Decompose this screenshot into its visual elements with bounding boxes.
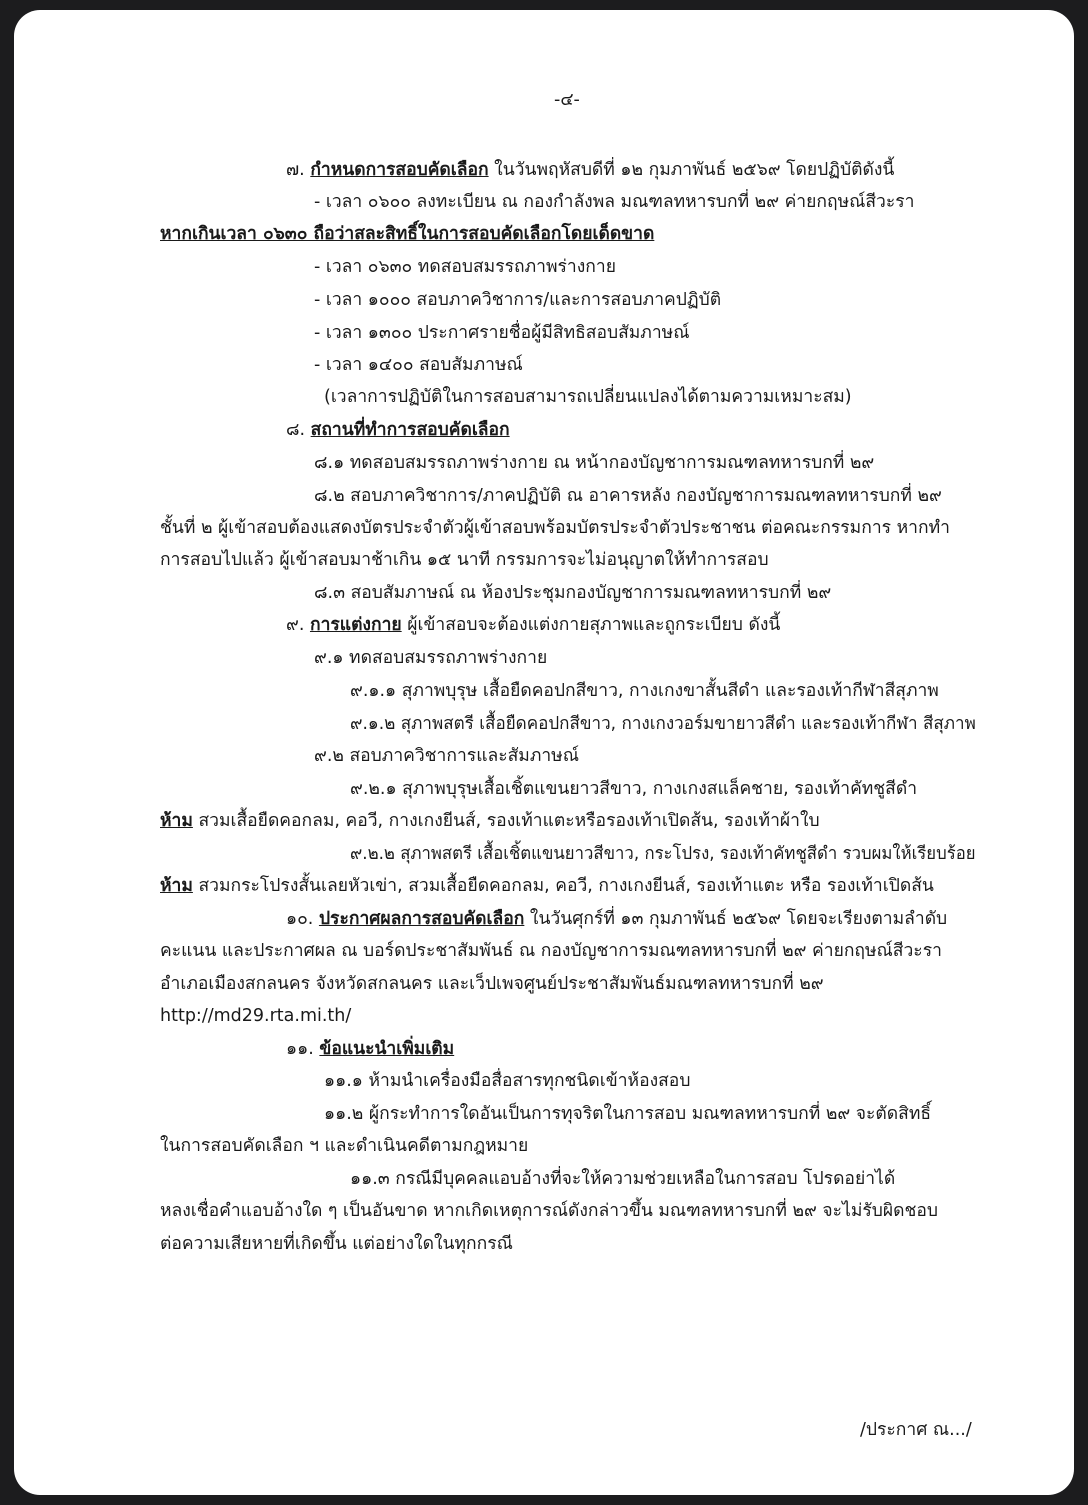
section-9-2-1-line-2 bbox=[160, 809, 820, 833]
schedule-note: (เวลาการปฏิบัติในการสอบสามารถเปลี่ยนแปลงได้ตามความเหมาะสม) bbox=[324, 387, 852, 407]
section-8-number: ๘. bbox=[286, 420, 306, 440]
section-9-heading-line bbox=[286, 613, 780, 637]
prohibition-text: สวมเสื้อยืดคอกลม, คอวี, กางเกงยีนส์, รองเท้าแตะหรือรองเท้าเปิดส้น, รองเท้าผ้าใบ bbox=[192, 811, 820, 831]
continuation-marker: /ประกาศ ณ.../ bbox=[860, 1420, 972, 1440]
section-9-1-1: ๙.๑.๑ สุภาพบุรุษ เสื้อยืดคอปกสีขาว, กางเกงขาสั้นสีดำ และรองเท้ากีฬาสีสุภาพ bbox=[350, 681, 939, 701]
prohibition-text: สวมกระโปรงสั้นเลยหัวเข่า, สวมเสื้อยืดคอกลม, คอวี, กางเกงยีนส์, รองเท้าแตะ หรือ รองเท้าเปิดส้น bbox=[192, 876, 934, 896]
section-11-number: ๑๑. bbox=[286, 1039, 314, 1059]
section-8-heading: สถานที่ทำการสอบคัดเลือก bbox=[310, 420, 510, 440]
section-9-1: ๙.๑ ทดสอบสมรรถภาพร่างกาย bbox=[314, 648, 548, 668]
section-8-2-line-2: ชั้นที่ ๒ ผู้เข้าสอบต้องแสดงบัตรประจำตัวผู้เข้าสอบพร้อมบัตรประจำตัวประชาชน ต่อคณะกรรมการ หากทำ bbox=[160, 518, 950, 538]
section-9-2-2-line-2 bbox=[160, 874, 934, 898]
late-warning: หากเกินเวลา ๐๖๓๐ ถือว่าสละสิทธิ์ในการสอบคัดเลือกโดยเด็ดขาด bbox=[160, 224, 655, 244]
section-8-3: ๘.๓ สอบสัมภาษณ์ ณ ห้องประชุมกองบัญชาการมณฑลทหารบกที่ ๒๙ bbox=[314, 583, 832, 603]
section-7-heading-line bbox=[286, 158, 894, 182]
page-number: -๔- bbox=[554, 90, 580, 110]
section-8-2-line-3: การสอบไปแล้ว ผู้เข้าสอบมาช้าเกิน ๑๕ นาที กรรมการจะไม่อนุญาตให้ทำการสอบ bbox=[160, 550, 769, 570]
schedule-item-academic: - เวลา ๑๐๐๐ สอบภาควิชาการ/และการสอบภาคปฏิบัติ bbox=[314, 290, 722, 310]
section-7-heading-rest: ในวันพฤหัสบดีที่ ๑๒ กุมภาพันธ์ ๒๕๖๙ โดยปฏิบัติดังนี้ bbox=[488, 160, 895, 180]
section-11-3-line-2: หลงเชื่อคำแอบอ้างใด ๆ เป็นอันขาด หากเกิดเหตุการณ์ดังกล่าวขึ้น มณฑลทหารบกที่ ๒๙ จะไม่รับผิดชอบ bbox=[160, 1201, 939, 1221]
section-10-number: ๑๐. bbox=[286, 909, 314, 929]
section-9-2-2-line-1: ๙.๒.๒ สุภาพสตรี เสื้อเชิ้ตแขนยาวสีขาว, กระโปรง, รองเท้าคัทชูสีดำ รวบผมให้เรียบร้อย bbox=[350, 844, 976, 864]
prohibition-label: ห้าม bbox=[160, 811, 193, 831]
schedule-item-interview: - เวลา ๑๔๐๐ สอบสัมภาษณ์ bbox=[314, 355, 523, 375]
section-10-line-3: อำเภอเมืองสกลนคร จังหวัดสกลนคร และเว็ปเพจศูนย์ประชาสัมพันธ์มณฑลทหารบกที่ ๒๙ bbox=[160, 974, 824, 994]
section-11-2-line-2: ในการสอบคัดเลือก ฯ และดำเนินคดีตามกฎหมาย bbox=[160, 1136, 529, 1156]
section-8-heading-line bbox=[286, 418, 510, 442]
section-11-2-line-1: ๑๑.๒ ผู้กระทำการใดอันเป็นการทุจริตในการสอบ มณฑลทหารบกที่ ๒๙ จะตัดสิทธิ์ bbox=[324, 1104, 932, 1124]
section-11-1: ๑๑.๑ ห้ามนำเครื่องมือสื่อสารทุกชนิดเข้าห้องสอบ bbox=[324, 1071, 691, 1091]
section-8-1: ๘.๑ ทดสอบสมรรถภาพร่างกาย ณ หน้ากองบัญชาการมณฑลทหารบกที่ ๒๙ bbox=[314, 453, 875, 473]
section-9-1-2: ๙.๑.๒ สุภาพสตรี เสื้อยืดคอปกสีขาว, กางเกงวอร์มขายาวสีดำ และรองเท้ากีฬา สีสุภาพ bbox=[350, 714, 976, 734]
section-8-2-line-1: ๘.๒ สอบภาควิชาการ/ภาคปฏิบัติ ณ อาคารหลัง กองบัญชาการมณฑลทหารบกที่ ๒๙ bbox=[314, 486, 942, 506]
section-10-heading: ประกาศผลการสอบคัดเลือก bbox=[318, 909, 525, 929]
section-7-heading: กำหนดการสอบคัดเลือก bbox=[310, 160, 489, 180]
section-10-heading-rest: ในวันศุกร์ที่ ๑๓ กุมภาพันธ์ ๒๕๖๙ โดยจะเรียงตามลำดับ bbox=[524, 909, 948, 929]
schedule-item-fitness: - เวลา ๐๖๓๐ ทดสอบสมรรถภาพร่างกาย bbox=[314, 257, 616, 277]
section-7-number: ๗. bbox=[286, 160, 305, 180]
section-11-3-line-3: ต่อความเสียหายที่เกิดขึ้น แต่อย่างใดในทุกกรณี bbox=[160, 1234, 513, 1254]
section-10-heading-line bbox=[286, 907, 947, 931]
section-9-2: ๙.๒ สอบภาควิชาการและสัมภาษณ์ bbox=[314, 746, 579, 766]
prohibition-label: ห้าม bbox=[160, 876, 193, 896]
section-11-3-line-1: ๑๑.๓ กรณีมีบุคคลแอบอ้างที่จะให้ความช่วยเหลือในการสอบ โปรดอย่าได้ bbox=[350, 1169, 896, 1189]
website-url: http://md29.rta.mi.th/ bbox=[160, 1006, 352, 1026]
section-9-heading: การแต่งกาย bbox=[309, 615, 402, 635]
section-11-heading: ข้อแนะนำเพิ่มเติม bbox=[319, 1039, 455, 1059]
document-page bbox=[14, 10, 1074, 1495]
schedule-item-announcement: - เวลา ๑๓๐๐ ประกาศรายชื่อผู้มีสิทธิสอบสัมภาษณ์ bbox=[314, 323, 690, 343]
section-9-heading-rest: ผู้เข้าสอบจะต้องแต่งกายสุภาพและถูกระเบียบ ดังนี้ bbox=[401, 615, 781, 635]
section-11-heading-line bbox=[286, 1037, 454, 1061]
section-9-2-1-line-1: ๙.๒.๑ สุภาพบุรุษเสื้อเชิ้ตแขนยาวสีขาว, กางเกงสแล็คชาย, รองเท้าคัทชูสีดำ bbox=[350, 779, 918, 799]
section-10-line-2: คะแนน และประกาศผล ณ บอร์ดประชาสัมพันธ์ ณ กองบัญชาการมณฑลทหารบกที่ ๒๙ ค่ายกฤษณ์สีวะรา bbox=[160, 941, 942, 961]
schedule-item-registration: - เวลา ๐๖๐๐ ลงทะเบียน ณ กองกำลังพล มณฑลทหารบกที่ ๒๙ ค่ายกฤษณ์สีวะรา bbox=[314, 192, 915, 212]
section-9-number: ๙. bbox=[286, 615, 305, 635]
